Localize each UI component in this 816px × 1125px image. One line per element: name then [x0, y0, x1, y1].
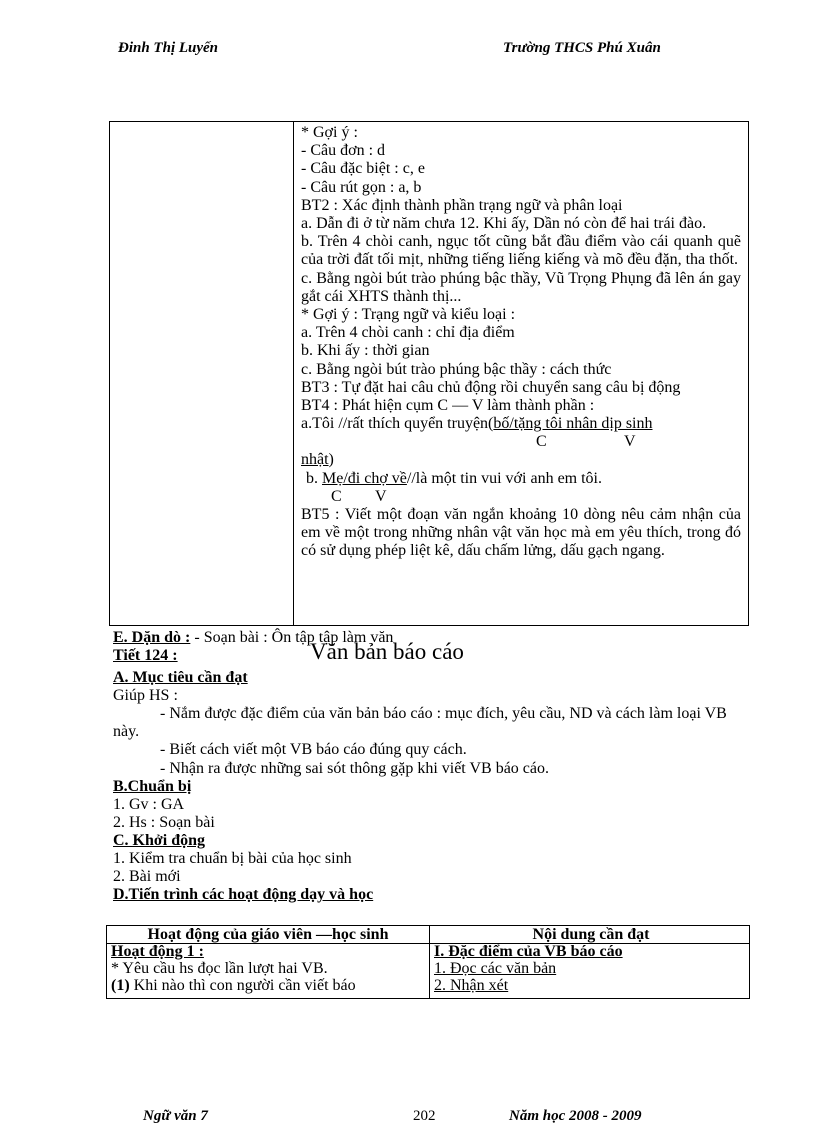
lesson-number: Tiết 124 : [113, 647, 178, 665]
line: c. Bằng ngòi bút trào phúng bậc thầy : cách thức [301, 360, 612, 378]
line: BT5 : Viết một đoạn văn ngắn khoảng 10 dòng nêu cảm nhận của em về một trong những nhân vật văn học mà em yêu thích, trong đó có sử dụng phép liệt kê, dấu chấm lửng, dấu gạch ngang. [301, 505, 741, 560]
homework-text: - Soạn bài : Ôn tập tập làm văn [190, 629, 394, 646]
line: 2. Hs : Soạn bài [113, 813, 215, 831]
line: 1. Gv : GA [113, 795, 185, 813]
footer-subject: Ngữ văn 7 [143, 1108, 208, 1124]
line: * Yêu cầu hs đọc lần lượt hai VB. [111, 960, 328, 977]
column-divider [293, 122, 294, 625]
line: - Câu đặc biệt : c, e [301, 160, 425, 178]
c-mark: C [536, 433, 547, 451]
line: a. Dẫn đi ở từ năm chưa 12. Khi ấy, Dần nó còn để hai trái đào. [301, 215, 707, 233]
v-mark: V [375, 487, 387, 505]
line: a. Trên 4 chòi canh : chỉ địa điểm [301, 324, 515, 342]
line: Giúp HS : [113, 687, 178, 705]
line: - Biết cách viết một VB báo cáo đúng quy cách. [160, 741, 467, 759]
line: c. Bằng ngòi bút trào phúng bậc thầy, Vũ Trọng Phụng đã lên án gay gắt cái XHTS thành thị... [301, 269, 741, 305]
c-mark: C [331, 487, 342, 505]
column-header: Hoạt động của giáo viên —học sinh [147, 926, 389, 943]
line: - Nhận ra được những sai sót thông gặp khi viết VB báo cáo. [160, 759, 549, 777]
cv-marks [301, 433, 741, 451]
section-heading: B.Chuẩn bị [113, 777, 192, 795]
line: - Câu đơn : d [301, 142, 386, 160]
line: b. Khi ấy : thời gian [301, 342, 430, 360]
content-column [434, 926, 748, 994]
page-number: 202 [413, 1108, 436, 1124]
exercise-content [301, 124, 741, 560]
line: b. Trên 4 chòi canh, ngục tốt cũng bắt đầu điểm vào cái quanh quẽ của trời đất tối mịt, những tiếng liếng kiếng và mõ đều đặn, tha thốt. [301, 233, 741, 269]
lesson-title: Văn bản báo cáo [310, 639, 464, 665]
exercise-table [109, 121, 749, 626]
line [301, 470, 741, 488]
column-header: Nội dung cần đạt [532, 926, 650, 943]
line: BT3 : Tự đặt hai câu chủ động rồi chuyển sang câu bị động [301, 378, 681, 396]
line: - Nắm được đặc điểm của văn bản báo cáo : mục đích, yêu cầu, ND và cách làm loại VB này. [113, 705, 727, 741]
header-author: Đinh Thị Luyến [118, 40, 219, 56]
section-heading: D.Tiến trình các hoạt động dạy và học [113, 886, 374, 904]
line: * Gợi ý : Trạng ngữ và kiểu loại : [301, 306, 516, 324]
underlined-clause: nhật [301, 451, 329, 469]
line [301, 415, 741, 433]
sentence-part: a.Tôi //rất thích quyển truyện( [301, 415, 494, 433]
line: 1. Kiểm tra chuẩn bị bài của học sinh [113, 850, 352, 868]
underlined-clause: Mẹ/đi chợ về [322, 469, 407, 487]
line: 2. Nhận xét [434, 977, 509, 994]
question-text: Khi nào thì con người cần viết báo [129, 977, 356, 994]
teacher-column [111, 926, 425, 994]
line [111, 977, 425, 994]
homework-label: E. Dặn dò : [113, 629, 191, 646]
sentence-part: ) [328, 451, 334, 469]
sentence-part: b. [306, 469, 322, 487]
line: BT4 : Phát hiện cụm C — V làm thành phần : [301, 397, 595, 415]
section-heading: I. Đặc điểm của VB báo cáo [434, 943, 623, 960]
activity-heading: Hoạt động 1 : [111, 943, 204, 960]
line [301, 451, 741, 469]
column-divider [429, 926, 430, 998]
line: BT2 : Xác định thành phần trạng ngữ và phân loại [301, 196, 623, 214]
header-school: Trường THCS Phú Xuân [503, 40, 661, 56]
sentence-part: //là một tin vui với anh em tôi. [406, 469, 602, 487]
underlined-clause: bố/tặng tôi nhân dịp sinh [493, 415, 653, 433]
section-heading: C. Khởi động [113, 831, 205, 849]
line: 2. Bài mới [113, 868, 181, 886]
lesson-body [113, 629, 753, 904]
lesson-title-row [113, 639, 753, 669]
line: * Gợi ý : [301, 124, 358, 141]
section-heading: A. Mục tiêu cần đạt [113, 669, 248, 687]
line: 1. Đọc các văn bản [434, 960, 557, 977]
question-number: (1) [111, 977, 130, 994]
cv-marks [301, 488, 741, 506]
footer-year: Năm học 2008 - 2009 [509, 1108, 642, 1124]
activity-table [106, 925, 750, 999]
v-mark: V [624, 433, 636, 451]
line: - Câu rút gọn : a, b [301, 178, 422, 196]
